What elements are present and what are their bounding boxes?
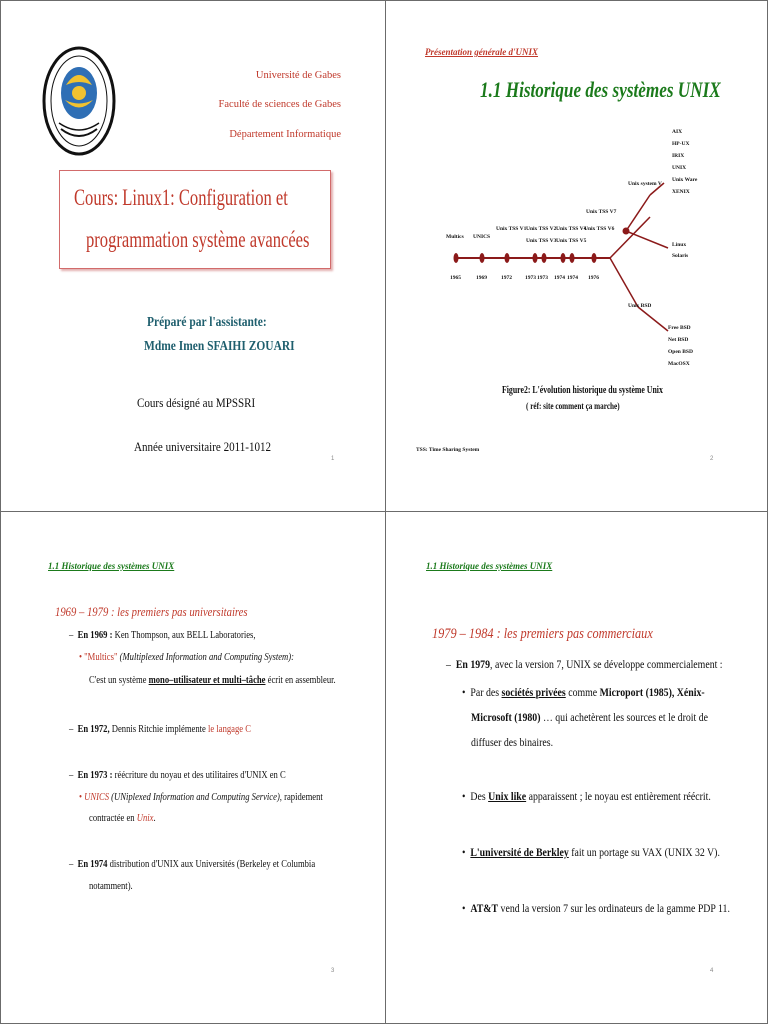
item-text: réécriture du noyau et des utilitaires d'UNIX en C xyxy=(112,770,286,781)
branch-label-system-v: Unix system V xyxy=(628,181,662,187)
unics-name: UNICS xyxy=(84,792,110,803)
item-text: … qui achetèrent les sources et le droit de xyxy=(540,710,708,724)
emphasis-text: AT&T xyxy=(470,901,499,915)
page-number: 2 xyxy=(710,456,714,462)
year-label: En 1974 xyxy=(77,859,108,870)
emphasis-text: Microport (1985), Xénix- xyxy=(599,685,705,699)
item-1974 xyxy=(69,859,315,870)
item-1974-continued: notamment). xyxy=(89,881,133,892)
page-number: 3 xyxy=(331,968,335,974)
bullet-private-companies-line-2 xyxy=(471,710,708,725)
multics-name: "Multics" xyxy=(84,652,118,663)
item-text: Dennis Ritchie implémente xyxy=(109,724,209,735)
node-label: UNICS xyxy=(473,234,491,240)
year-label: 1972 xyxy=(501,275,512,281)
page-number: 1 xyxy=(331,456,335,462)
bullet-unix-like xyxy=(462,789,711,804)
emphasis-text: mono–utilisateur et multi–tâche xyxy=(148,675,266,686)
unics-item xyxy=(79,792,323,803)
university-logo xyxy=(41,45,117,157)
dash-bullet: – xyxy=(69,770,78,781)
item-text: . xyxy=(153,813,156,824)
figure-caption: Figure2: L'évolution historique du système Unix xyxy=(502,385,663,396)
item-text: C'est un système xyxy=(89,675,149,686)
course-title-line-2: programmation système avancées xyxy=(86,227,310,252)
unics-expansion: (UNiplexed Information and Computing Service) xyxy=(109,792,280,803)
slide-4 xyxy=(385,511,768,1024)
year-label: En 1979 xyxy=(455,657,491,671)
bullet-icon: • xyxy=(462,845,471,859)
academic-year: Année universitaire 2011-1012 xyxy=(134,439,272,454)
os-label: HP-UX xyxy=(672,141,690,147)
os-label: AIX xyxy=(672,129,683,135)
emphasis-text: Unix like xyxy=(488,789,527,803)
os-label: Open BSD xyxy=(668,349,693,355)
os-label: Unix Ware xyxy=(672,177,698,183)
diamond-bullet-icon: • xyxy=(79,792,85,803)
section-header: 1.1 Historique des systèmes UNIX xyxy=(48,561,175,571)
node-label: Unix TSS V7 xyxy=(586,209,617,215)
item-text: , rapidement xyxy=(279,792,323,803)
item-1979 xyxy=(446,657,723,672)
item-text: , avec la version 7, UNIX se développe commercialement : xyxy=(490,657,723,671)
diamond-bullet-icon: • xyxy=(79,652,85,663)
slide-3 xyxy=(0,511,386,1024)
department-name: Département Informatique xyxy=(229,129,341,140)
bullet-icon: • xyxy=(462,685,471,699)
year-label: 1969 xyxy=(476,275,487,281)
section-header: Présentation générale d'UNIX xyxy=(425,47,539,57)
os-label: XENIX xyxy=(672,189,690,195)
year-label: 1974 xyxy=(554,275,565,281)
branch-label-bsd: Unix BSD xyxy=(628,303,652,309)
course-audience: Cours désigné au MPSSRI xyxy=(137,395,256,410)
year-label: 1965 xyxy=(450,275,461,281)
emphasis-text: sociétés privées xyxy=(501,685,566,699)
year-label: 1973 xyxy=(537,275,548,281)
item-1972 xyxy=(69,724,251,735)
dash-bullet: – xyxy=(69,724,78,735)
item-text: comme xyxy=(565,685,600,699)
dash-bullet: – xyxy=(69,630,78,641)
multics-description xyxy=(89,675,336,686)
university-name: Université de Gabes xyxy=(255,70,341,81)
node-label: Unix TSS V2 xyxy=(526,226,557,232)
node-label: Multics xyxy=(446,234,464,240)
os-label: MacOSX xyxy=(668,361,690,367)
bullet-icon: • xyxy=(462,901,471,915)
section-header: 1.1 Historique des systèmes UNIX xyxy=(426,561,553,571)
year-label: 1974 xyxy=(567,275,578,281)
unix-name: Unix xyxy=(136,813,154,824)
node-label: Unix TSS V3 xyxy=(526,238,557,244)
emphasis-text: Microsoft (1980) xyxy=(471,710,541,724)
item-1973 xyxy=(69,770,286,781)
node-label: Unix TSS V4 xyxy=(556,226,587,232)
bullet-icon: • xyxy=(462,789,471,803)
os-label: Net BSD xyxy=(668,337,689,343)
figure-reference: ( réf: site comment ça marche) xyxy=(526,401,620,411)
dash-bullet: – xyxy=(446,657,456,671)
diagram-labels xyxy=(386,1,768,512)
bullet-private-companies xyxy=(462,685,705,700)
multics-item xyxy=(79,652,294,663)
item-text: Par des xyxy=(470,685,502,699)
course-title-box xyxy=(59,170,331,269)
slide-1 xyxy=(0,0,386,512)
node-label: Unix TSS V6 xyxy=(584,226,615,232)
os-label: Solaris xyxy=(672,253,689,259)
slide-title: 1.1 Historique des systèmes UNIX xyxy=(480,77,721,102)
bullet-berkley xyxy=(462,845,720,860)
item-text: Des xyxy=(470,789,489,803)
year-label: 1973 xyxy=(525,275,536,281)
course-title-line-1: Cours: Linux1: Configuration et xyxy=(74,185,288,210)
item-text: Ken Thompson, aux BELL Laboratories, xyxy=(112,630,256,641)
node-label: Unix TSS V5 xyxy=(556,238,587,244)
year-label: En 1969 : xyxy=(77,630,113,641)
bullet-private-companies-line-3: diffuser des binaires. xyxy=(471,735,554,749)
item-text: distribution d'UNIX aux Universités (Berkeley et Columbia xyxy=(107,859,316,870)
os-label: IRIX xyxy=(672,153,685,159)
os-label: Linux xyxy=(672,242,687,248)
author-name: Mdme Imen SFAIHI ZOUARI xyxy=(144,339,295,354)
emphasis-text: L'université de Berkley xyxy=(470,845,569,859)
year-label: 1976 xyxy=(588,275,599,281)
footnote: TSS: Time Sharing System xyxy=(416,447,480,453)
year-label: En 1973 : xyxy=(77,770,113,781)
c-language-text: le langage C xyxy=(208,724,252,735)
item-text: apparaissent ; le noyau est entièrement réécrit. xyxy=(526,789,711,803)
dash-bullet: – xyxy=(69,859,78,870)
section-heading: 1969 – 1979 : les premiers pas universitaires xyxy=(55,604,248,619)
multics-expansion: (Multiplexed Information and Computing System): xyxy=(117,652,294,663)
page-number: 4 xyxy=(710,968,714,974)
item-text: vend la version 7 sur les ordinateurs de la gamme PDP 11. xyxy=(498,901,730,915)
faculty-name: Faculté de sciences de Gabes xyxy=(218,99,341,110)
unics-description xyxy=(89,813,156,824)
prepared-by-label: Préparé par l'assistante: xyxy=(147,315,267,330)
item-text: fait un portage su VAX (UNIX 32 V). xyxy=(568,845,720,859)
year-label: En 1972, xyxy=(77,724,110,735)
item-text: contractée en xyxy=(89,813,137,824)
bullet-att xyxy=(462,901,730,916)
item-1969 xyxy=(69,630,256,641)
node-label: Unix TSS V1 xyxy=(496,226,527,232)
os-label: Free BSD xyxy=(668,325,691,331)
section-heading: 1979 – 1984 : les premiers pas commerciaux xyxy=(432,626,653,642)
slide-2 xyxy=(385,0,768,512)
os-label: UNIX xyxy=(672,165,687,171)
item-text: écrit en assembleur. xyxy=(265,675,336,686)
